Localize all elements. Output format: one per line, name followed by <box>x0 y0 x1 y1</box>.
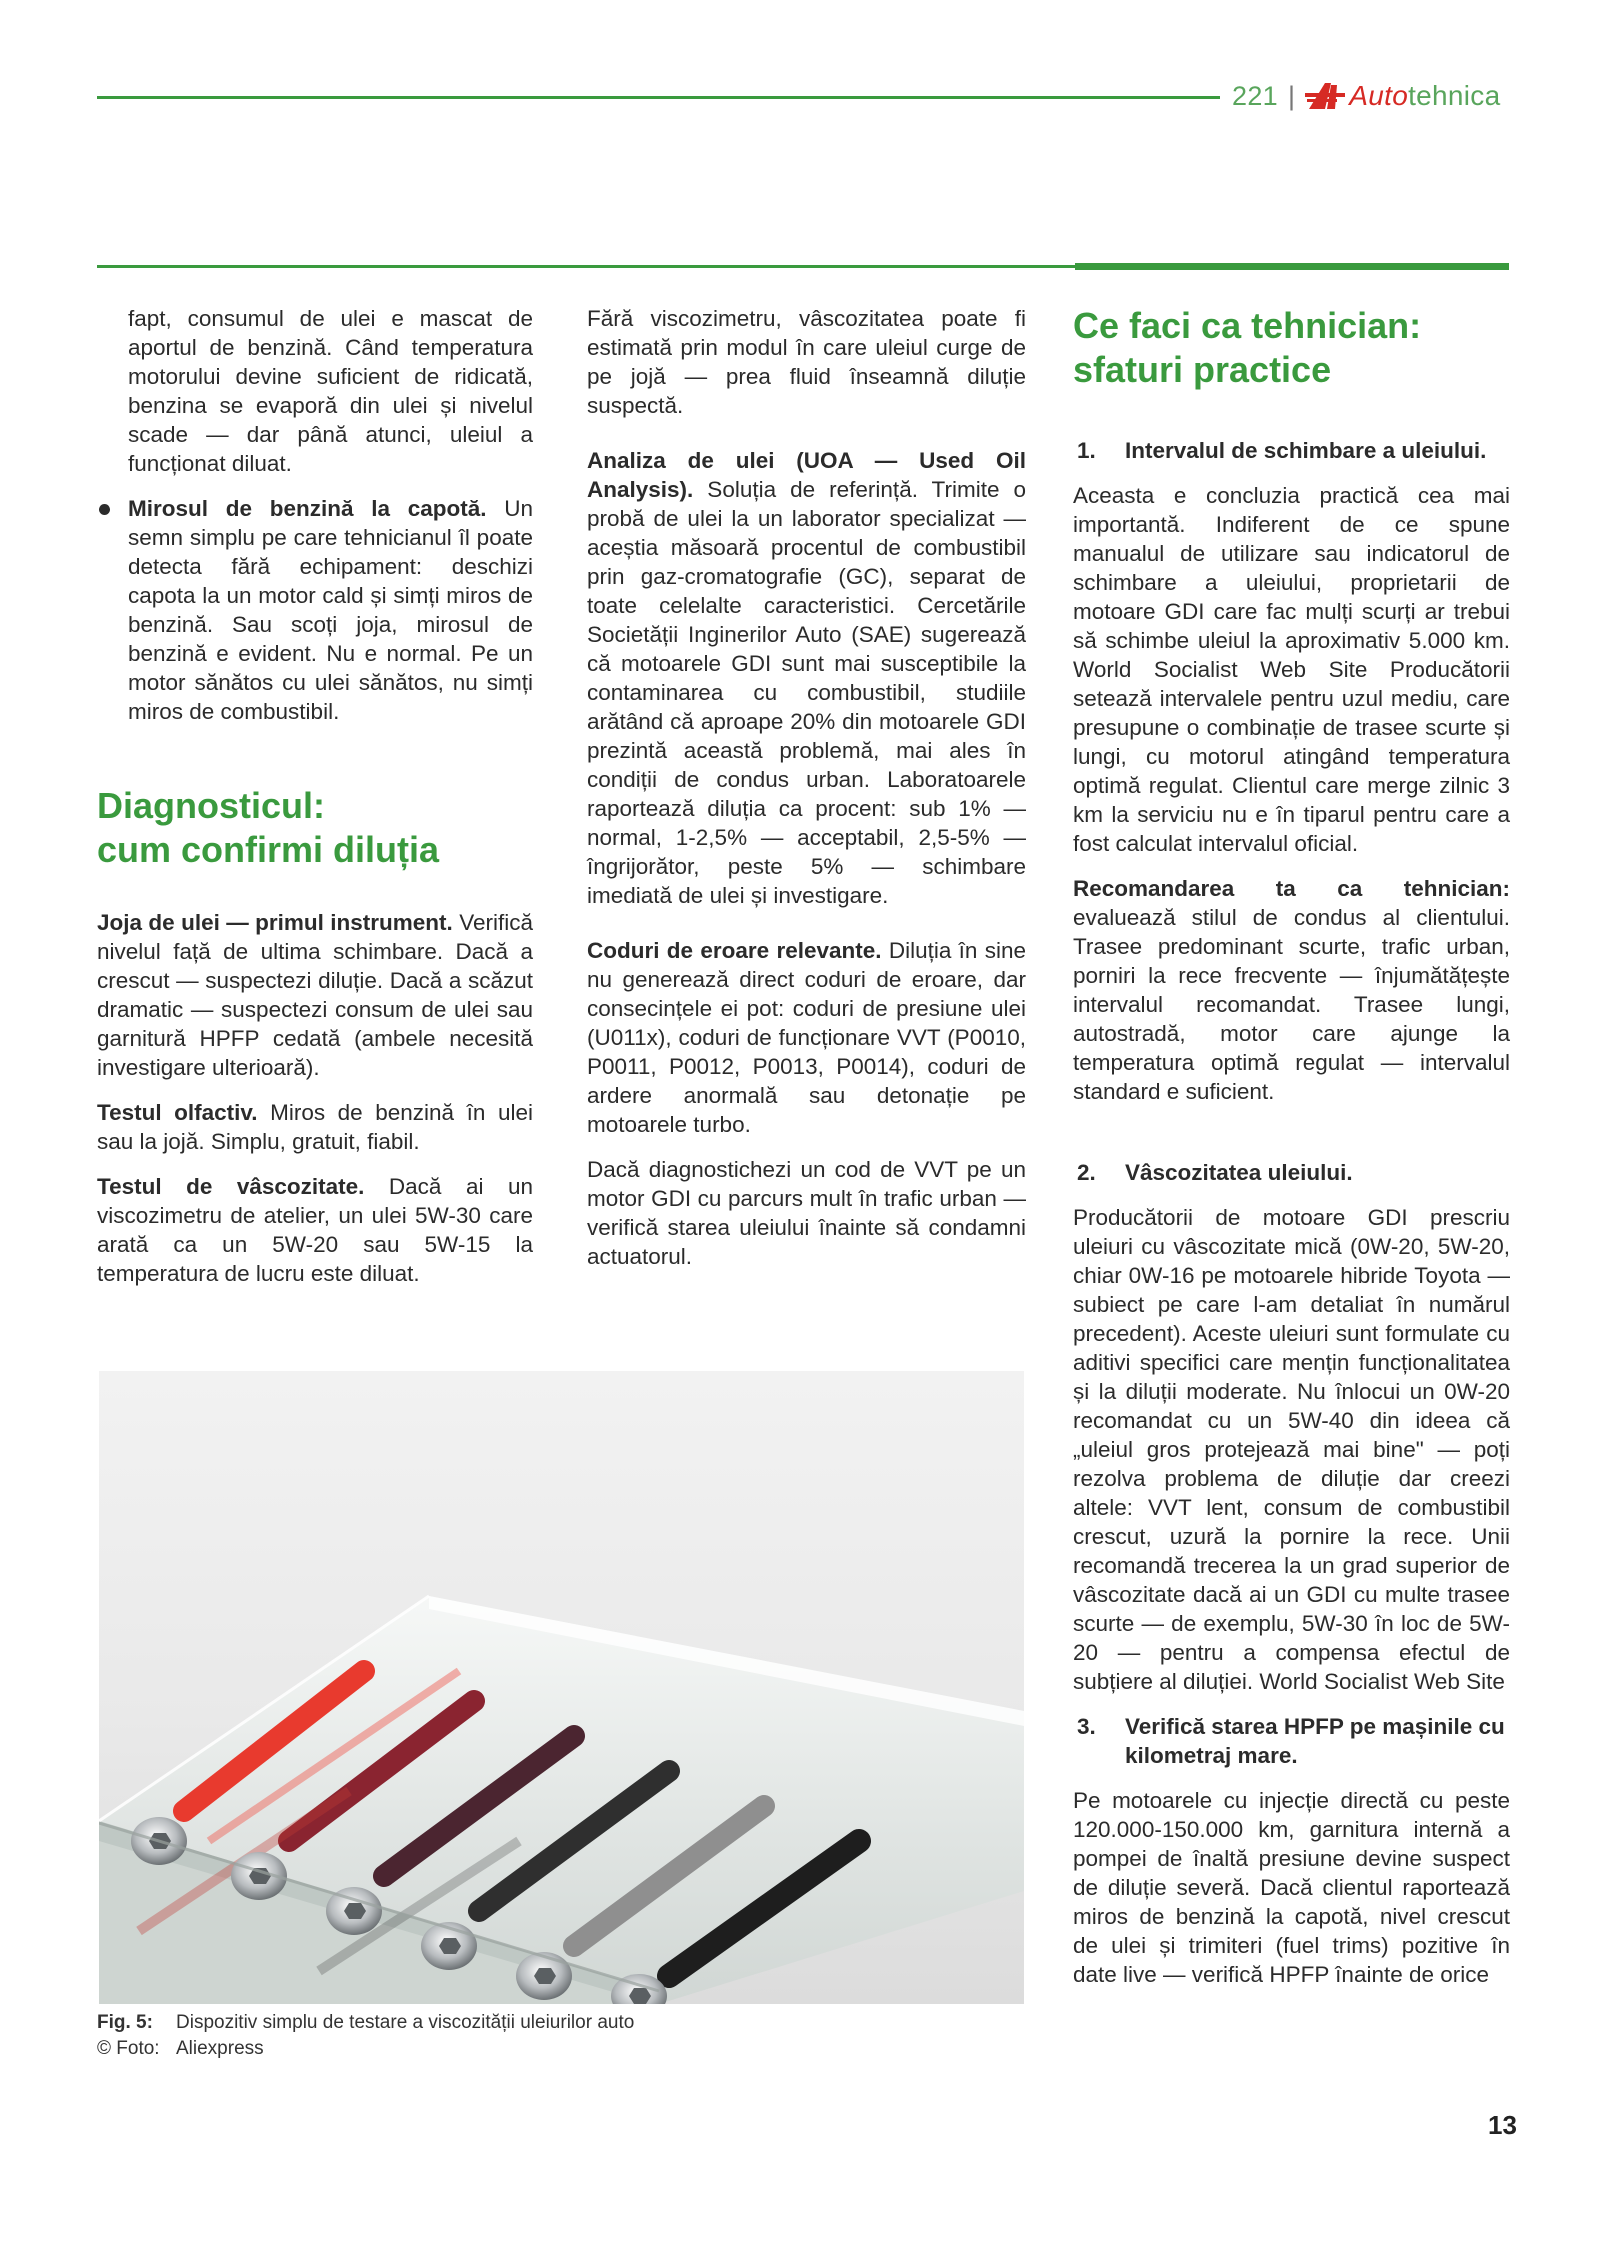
bullet-bold: Mirosul de benzină la capotă. <box>128 496 487 521</box>
numbered-item-2-title <box>1073 1158 1510 1187</box>
paragraph-oil-interval: Aceasta e concluzia practică cea mai importantă. Indiferent de ce spune manualul de utilizare sau indicatorul de schimbare a uleiului, proprietarii de motoare GDI care fac mulți scurți ar trebui să schimbe uleiul la aproximativ 5.000 km. World Socialist Web Site Producătorii setează intervalele pentru uzul mediu, care presupune o combinație de trasee scurte și lungi, cu motorul atingând temperatura optimă regulat. Clientul care merge zilnic 3 km la serviciu nu e în tiparul pentru care a fost calculat intervalul oficial. <box>1073 483 1510 856</box>
paragraph-text: Diluția în sine nu generează direct coduri de eroare, dar consecințele ei pot: coduri de presiune ulei (U011x), coduri de funcționare VVT (P0010, P0011, P0012, P0013, P0014), coduri de ardere anormală sau detonație pe motoarele turbo. <box>587 938 1026 1137</box>
paragraph-continued: fapt, consumul de ulei e mascat de aportul de benzină. Când temperatura motorului devine suficient de ridicată, benzina se evaporă din ulei și nivelul scade — dar până atunci, uleiul a funcționat diluat. <box>128 306 533 476</box>
paragraph-error-codes <box>587 936 1026 1139</box>
section-heading-technician <box>1073 304 1510 392</box>
paragraph-bold: Testul olfactiv. <box>97 1100 258 1125</box>
paragraph-text: Verifică nivelul față de ultima schimbare. Dacă a crescut — suspectezi diluție. Dacă a scăzut dramatic — suspectezi consum de ulei sau garnitură HPFP cedată (ambele necesită investigare ulterioară). <box>97 910 533 1080</box>
column-1 <box>97 304 533 1304</box>
header-brand <box>1232 78 1500 114</box>
paragraph-vvt-code: Dacă diagnostichezi un cod de VVT pe un motor GDI cu parcurs mult în trafic urban — verifică starea uleiului înainte să condamni actuatorul. <box>587 1157 1026 1269</box>
autotehnica-logo <box>1305 80 1500 112</box>
section-heading-diagnostic <box>97 784 533 872</box>
logo-auto-text: Auto <box>1349 80 1409 111</box>
header-separator: | <box>1287 80 1296 111</box>
heading-line-1: Diagnosticul: <box>97 785 326 826</box>
paragraph-bold: Recomandarea ta ca tehnician: <box>1073 876 1510 901</box>
item-number: 3. <box>1077 1714 1096 1739</box>
issue-number: 221 <box>1232 80 1278 111</box>
logo-tech-text: tehnica <box>1408 80 1501 111</box>
paragraph-text: Dacă ai un viscozimetru de atelier, un ulei 5W-30 care arată ca un 5W-20 sau 5W-15 la temperatura de lucru este diluat. <box>97 1174 533 1286</box>
section-rule-accent <box>1075 263 1509 270</box>
figure-caption <box>97 2010 634 2062</box>
paragraph-bold: Coduri de eroare relevante. <box>587 938 882 963</box>
numbered-item-1-title <box>1073 436 1510 465</box>
paragraph-bold: Analiza de ulei (UOA — Used Oil Analysis). <box>587 448 1026 502</box>
item-number: 1. <box>1077 438 1096 463</box>
paragraph-recommendation <box>1073 874 1510 1106</box>
caption-credit-label: © Foto: <box>97 2038 160 2059</box>
figure-photo-viscosity-tester <box>99 1371 1024 2004</box>
heading-line-2: cum confirmi diluția <box>97 829 440 870</box>
paragraph-bold: Joja de ulei — primul instrument. <box>97 910 453 935</box>
caption-credit-text: Aliexpress <box>176 2038 264 2059</box>
item-title: Verifică starea HPFP pe mașinile cu kilometraj mare. <box>1125 1714 1505 1768</box>
caption-label: Fig. 5: <box>97 2012 153 2033</box>
heading-line-2: sfaturi practice <box>1073 349 1332 390</box>
header-rule <box>97 96 1220 99</box>
logo-a-icon <box>1305 81 1347 111</box>
bullet-text: Un semn simplu pe care tehnicianul îl poate detecta fără echipament: deschizi capota la un motor cald și simți miros de benzină. Sau scoți joja, mirosul de benzină e evident. Nu e normal. Pe un motor sănătos cu ulei sănătos, nu simți miros de combustibil. <box>128 496 533 724</box>
paragraph-text: evaluează stilul de condus al clientului. Trasee predominant scurte, trafic urban, porniri la rece frecvente — înjumătățește intervalul recomandat. Trasee lungi, autostradă, motor care ajunge la temperatura optimă regulat — intervalul standard e suficient. <box>1073 905 1510 1104</box>
paragraph-viscosity-test <box>97 1172 533 1288</box>
paragraph-text: Miros de benzină în ulei sau la jojă. Simplu, gratuit, fiabil. <box>97 1100 533 1154</box>
paragraph-text: Soluția de referință. Trimite o probă de ulei la un laborator specializat — aceștia măsoară procentul de combustibil prin gaz-cromatografie (GC), separat de toate celelalte caracteristici. Cercetările Societății Inginerilor Auto (SAE) sugerează că motoarele GDI sunt mai susceptibile la contaminarea cu combustibil, studiile arătând că aproape 20% din motoarele GDI prezintă această problemă, mai ales în condiții de condus urban. Laboratoarele raportează diluția ca procent: sub 1% — normal, 1-2,5% — acceptabil, 2,5-5% — îngrijorător, peste 5% — schimbare imediată de ulei și investigare. <box>587 477 1026 908</box>
item-title: Intervalul de schimbare a uleiului. <box>1125 438 1487 463</box>
caption-text: Dispozitiv simplu de testare a viscozității uleiurilor auto <box>176 2012 635 2033</box>
bullet-item <box>97 494 533 726</box>
paragraph-oil-viscosity: Producătorii de motoare GDI prescriu uleiuri cu vâscozitate mică (0W-20, 5W-20, chiar 0W-16 pe motoarele hibride Toyota — subiect pe care l-am detaliat în numărul precedent). Aceste uleiuri sunt formulate cu aditivi specifici care mențin funcționalitatea și la diluții moderate. Nu înlocui un 0W-20 recomandat cu un 5W-40 din ideea că „uleiul gros protejează mai bine" — poți rezolva problema de diluție dar creezi altele: VVT lent, consum de combustibil crescut, uzură la pornire la rece. Unii recomandă trecerea la un grad superior de vâscozitate dacă ai un GDI cu multe trasee scurte — de exemplu, 5W-30 în loc de 5W-20 — pentru a compensa efectul de subțiere al diluției. World Socialist Web Site <box>1073 1205 1510 1694</box>
paragraph-smell-test <box>97 1098 533 1156</box>
paragraph-hpfp: Pe motoarele cu injecție directă cu peste 120.000-150.000 km, garnitura internă a pompei de înaltă presiune devine suspect de diluție severă. Dacă clientul raportează miros de benzină la capotă, nivel crescut de ulei și trimiteri (fuel trims) pozitive în date live — verifică HPFP înainte de orice <box>1073 1788 1510 1987</box>
paragraph-viscometer: Fără viscozimetru, vâscozitatea poate fi estimată prin modul în care uleiul curge de pe jojă — prea fluid înseamnă diluție suspectă. <box>587 306 1026 418</box>
page-number: 13 <box>1488 2110 1517 2140</box>
item-number: 2. <box>1077 1160 1096 1185</box>
column-3 <box>1073 304 1510 2005</box>
paragraph-bold: Testul de vâscozitate. <box>97 1174 365 1199</box>
heading-line-1: Ce faci ca tehnician: <box>1073 305 1422 346</box>
numbered-item-3-title <box>1073 1712 1510 1770</box>
column-2 <box>587 304 1026 1287</box>
paragraph-oil-analysis <box>587 446 1026 910</box>
paragraph-dipstick <box>97 908 533 1082</box>
item-title: Vâscozitatea uleiului. <box>1125 1160 1353 1185</box>
